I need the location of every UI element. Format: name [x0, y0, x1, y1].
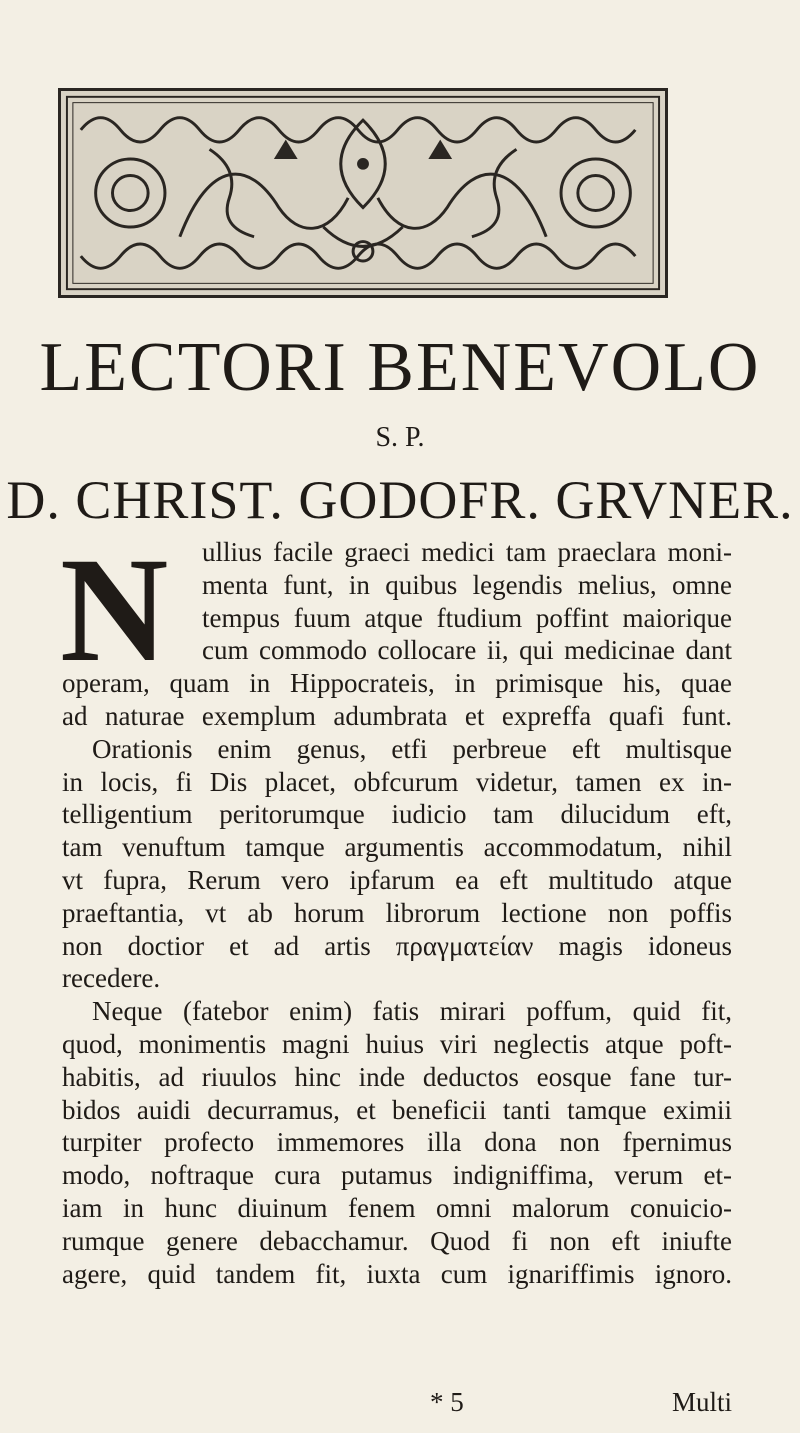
text-line: quod, monimentis magni huius viri neglectis atque poft-: [62, 1028, 732, 1059]
ornamental-headpiece: [58, 88, 668, 298]
signature-mark: * 5: [430, 1387, 464, 1417]
text-line: vt fupra, Rerum vero ipfarum ea eft multitudo atque: [62, 864, 732, 895]
text-line: ad naturae exemplum adumbrata et expreffa quafi funt.: [62, 700, 732, 731]
salutation: S. P.: [375, 422, 425, 453]
catchword: Multi: [671, 1387, 732, 1417]
page-footer: [62, 1386, 732, 1418]
text-line: tempus fuum atque ftudium poffint maiorique: [202, 602, 732, 633]
ornament-graphic: [61, 91, 665, 295]
text-line: tam venuftum tamque argumentis accommodatum, nihil: [62, 832, 732, 863]
text-line: telligentium peritorumque iudicio tam dilucidum eft,: [62, 799, 732, 830]
text-line: iam in hunc diuinum fenem omni malorum conuicio-: [62, 1192, 732, 1223]
text-line: operam, quam in Hippocrateis, in primisque his, quae: [62, 668, 732, 699]
text-line: habitis, ad riuulos hinc inde deductos eosque fane tur-: [62, 1061, 732, 1092]
text-line: turpiter profecto immemores illa dona non fpernimus: [62, 1127, 732, 1158]
text-line: agere, quid tandem fit, iuxta cum ignariffimis ignoro.: [62, 1258, 732, 1289]
author-name: D. CHRIST. GODOFR. GRVNER.: [6, 470, 794, 530]
preface-text: [60, 527, 732, 1290]
text-line: modo, noftraque cura putamus indigniffima, verum et-: [62, 1160, 732, 1191]
text-line: cum commodo collocare ii, qui medicinae dant: [202, 635, 732, 666]
text-line: in locis, fi Dis placet, obfcurum videtur, tamen ex in-: [62, 766, 732, 797]
text-line: recedere.: [62, 963, 161, 994]
text-line: bidos auidi decurramus, et beneficii tanti tamque eximii: [62, 1094, 732, 1125]
text-line: Orationis enim genus, etfi perbreue eft multisque: [92, 733, 732, 764]
text-line: rumque genere debacchamur. Quod fi non eft iniufte: [62, 1225, 732, 1256]
text-line: ullius facile graeci medici tam praeclara moni-: [202, 537, 732, 567]
text-line: praeftantia, vt ab horum librorum lectione non poffis: [62, 897, 732, 928]
text-line: Neque (fatebor enim) fatis mirari poffum, quid fit,: [92, 996, 732, 1027]
drop-cap-initial: N: [60, 527, 169, 693]
page-title: LECTORI BENEVOLO: [39, 329, 761, 406]
text-line: menta funt, in quibus legendis melius, omne: [202, 569, 732, 600]
text-line: non doctior et ad artis πραγματείαν magis idoneus: [62, 930, 732, 961]
